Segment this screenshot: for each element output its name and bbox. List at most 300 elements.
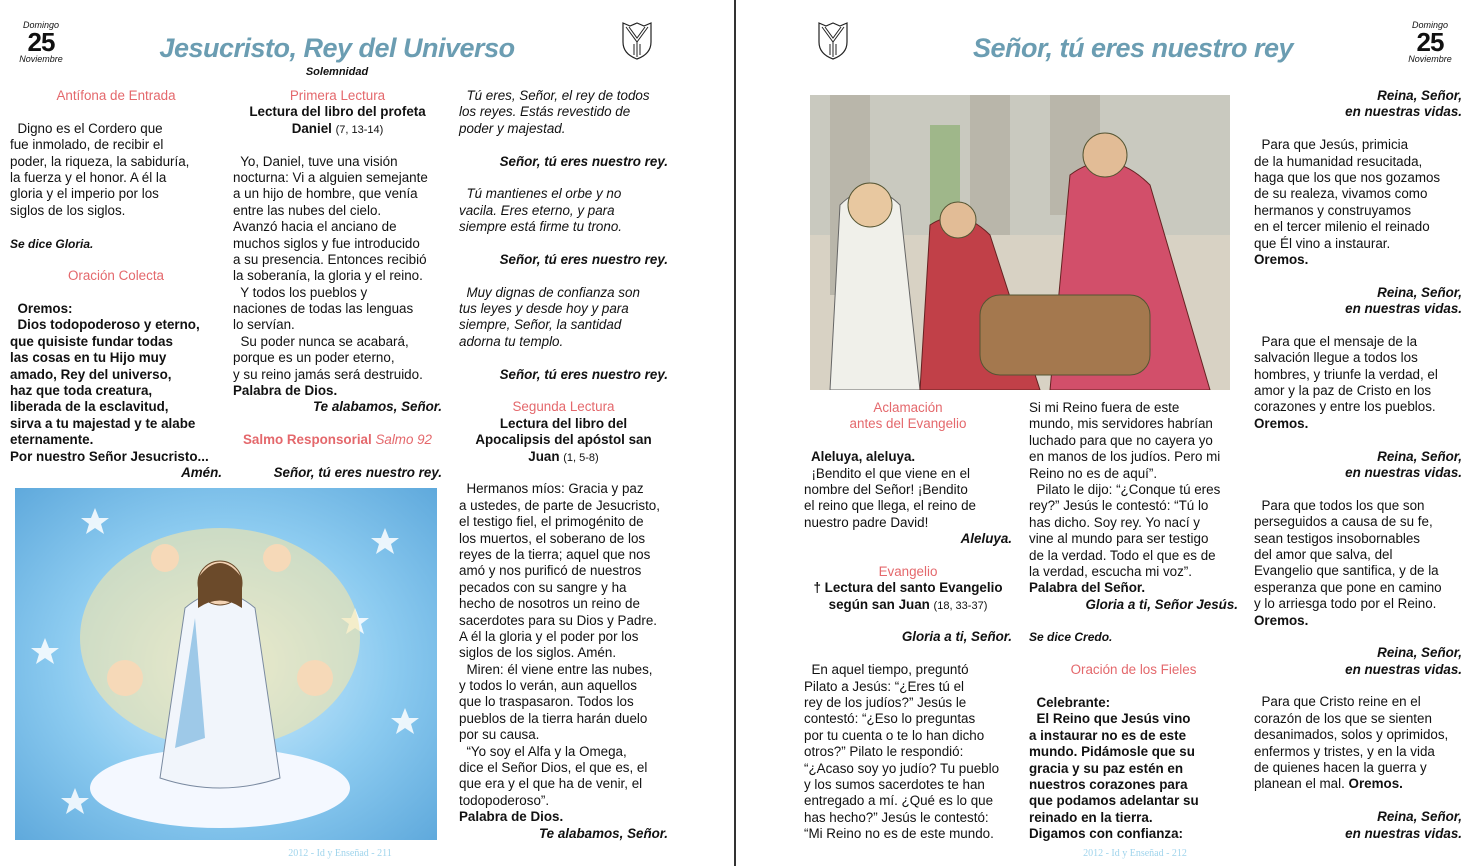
text-line: Gloria a ti, Señor.	[901, 629, 1012, 645]
spacer	[804, 548, 1012, 564]
text-line: que quisiste fundar todas	[10, 333, 173, 349]
right-page-title: Señor, tú eres nuestro rey	[972, 33, 1294, 63]
spacer	[10, 219, 222, 235]
text-line: dice el Señor Dios, el que es, el	[459, 760, 648, 776]
text-line: Reina, Señor,	[1377, 88, 1462, 103]
resp-block	[459, 367, 668, 383]
blank-line	[1029, 679, 1238, 695]
spacer	[1254, 432, 1462, 448]
text-line: siglos de los siglos.	[10, 202, 126, 218]
text-line: Palabra del Señor.	[1029, 580, 1146, 596]
resp-block	[233, 399, 442, 415]
heading-block	[804, 564, 1012, 580]
text-block	[804, 466, 1012, 532]
blank-line	[459, 137, 668, 153]
text-line: luchado para que no cayera yo	[1029, 432, 1213, 448]
text-line: mundo, mis servidores habrían	[1029, 416, 1213, 432]
blank-line	[459, 268, 668, 284]
left-page-footer: 2012 - Id y Enseñad - 211	[288, 848, 392, 859]
text-line: Aleluya.	[960, 531, 1012, 547]
text-line: lo servían.	[233, 317, 295, 333]
spacer	[459, 465, 668, 481]
spacer	[804, 646, 1012, 662]
column-entrance-and-collect	[10, 88, 222, 481]
spacer	[1254, 629, 1462, 645]
text-segment: planean el mal.	[1254, 776, 1349, 792]
spacer	[10, 252, 222, 268]
left-page-subtitle: Solemnidad	[305, 66, 369, 78]
date-month: Noviembre	[19, 54, 63, 64]
text-line: de su realeza, vivamos como	[1254, 186, 1428, 202]
text-line: naciones de todas las lenguas	[233, 301, 414, 317]
text-line: por tu cuenta o te lo han dicho	[804, 727, 985, 743]
blank-line	[1254, 629, 1462, 645]
text-line: has hecho?” Jesús le contestó:	[804, 809, 989, 825]
text-line: siempre está firme tu trono.	[459, 219, 622, 235]
text-line: Celebrante:	[1029, 695, 1111, 711]
text-line: entregado a mí. ¿Qué es lo que	[804, 793, 994, 809]
text-line: a instaurar no es de este	[1029, 727, 1187, 743]
text-block	[233, 154, 442, 383]
blank-line	[804, 433, 1012, 449]
spacer	[1254, 793, 1462, 809]
text-line: en nuestras vidas.	[1345, 661, 1462, 677]
blank-line	[1029, 646, 1238, 662]
text-line: hermanos y construyamos	[1254, 202, 1412, 218]
blank-line	[459, 383, 668, 399]
text-line: Palabra de Dios.	[233, 383, 338, 399]
text-line: Te alabamos, Señor.	[539, 825, 668, 841]
date-day: 25	[1416, 27, 1444, 57]
text-line: Tú mantienes el orbe y no	[459, 186, 622, 202]
text-line: la verdad, escucha mi voz”.	[1029, 563, 1192, 579]
blank-line	[1254, 678, 1462, 694]
text-line: en el tercer milenio el reinado	[1254, 219, 1430, 235]
spacer	[233, 137, 442, 153]
spacer	[459, 268, 668, 284]
resp-block	[1254, 88, 1462, 121]
text-block	[1254, 498, 1462, 613]
text-line: Reina, Señor,	[1377, 645, 1462, 661]
text-line: Avanzó hacia el anciano de	[233, 219, 397, 235]
spacer	[459, 170, 668, 186]
date-month: Noviembre	[1408, 54, 1452, 64]
date-weekday: Domingo	[22, 20, 60, 30]
text-line: Oremos:	[10, 301, 73, 317]
bold-block	[1029, 695, 1238, 843]
text-line: Reino no es de aquí”.	[1029, 465, 1158, 481]
title-b-block	[233, 104, 442, 137]
heading-block	[10, 88, 222, 104]
text-line: Señor, tú eres nuestro rey.	[273, 464, 442, 480]
spacer	[233, 449, 442, 465]
blank-line	[10, 104, 222, 120]
column-psalm-and-second-reading	[459, 88, 668, 842]
text-line: Oremos.	[1254, 415, 1309, 431]
text-line: las cosas en tu Hijo muy	[10, 350, 167, 366]
column-first-reading	[233, 88, 442, 481]
text-line: Palabra de Dios.	[459, 809, 564, 825]
spacer	[233, 416, 442, 432]
text-line: nuestro padre David!	[804, 514, 929, 530]
text-line: y todos lo verán, aun aquellos	[459, 678, 637, 694]
text-line: el testigo fiel, el primogénito de	[459, 514, 644, 530]
text-line: ¡Bendito el que viene en el	[804, 465, 971, 481]
text-line: siglos de los siglos. Amén.	[459, 645, 617, 661]
text-line: Para que Jesús, primicia	[1254, 137, 1409, 153]
text-line: a ustedes, de parte de Jesucristo,	[459, 497, 660, 513]
text-line: la fuerza y el honor. A él la	[10, 169, 167, 185]
text-line: Lectura del libro del profeta	[249, 104, 426, 120]
text-line: entre las nubes del cielo.	[233, 202, 382, 218]
text-line: en nuestras vidas.	[1345, 104, 1462, 120]
shield-logo-icon	[816, 20, 850, 60]
text-line: del amor que salva, del	[1254, 546, 1393, 562]
text-line: Oremos.	[1254, 251, 1309, 267]
scripture-reference: (18, 33-37)	[933, 599, 988, 612]
text-line: Para que Cristo reine en el	[1254, 694, 1421, 710]
text-line: que podamos adelantar su	[1029, 793, 1199, 809]
resp-block	[233, 465, 442, 481]
resp-block	[804, 531, 1012, 547]
text-line: sean testigos insobornables	[1254, 530, 1421, 546]
scripture-reference: (1, 5-8)	[563, 451, 599, 464]
text-line: sirva a tu majestad y te alabe	[10, 415, 196, 431]
text-line: Oración Colecta	[67, 268, 164, 284]
text-line: en nuestras vidas.	[1345, 464, 1462, 480]
text-segment: Salmo 92	[375, 432, 433, 448]
text-line: haz que toda creatura,	[10, 383, 153, 399]
blank-line	[1029, 613, 1238, 629]
page-gutter-divider	[734, 0, 736, 866]
column-petitions	[1254, 88, 1462, 842]
spacer	[804, 433, 1012, 449]
text-line: la soberanía, la gloria y el reino.	[233, 268, 423, 284]
text-line: y lo arriesga todo por el Reino.	[1254, 596, 1437, 612]
blank-line	[804, 613, 1012, 629]
bold-block	[1029, 580, 1238, 596]
text-line: que lo traspasaron. Todos los	[459, 694, 634, 710]
blank-line	[1254, 268, 1462, 284]
text-line: que era y el que ha de venir, el	[459, 776, 643, 792]
blank-line	[10, 219, 222, 235]
text-line: desanimados, solos y oprimidos,	[1254, 727, 1449, 743]
text-line: a su presencia. Entonces recibió	[233, 251, 427, 267]
text-line: Evangelio que santifica, y de la	[1254, 563, 1439, 579]
text-line: Amén.	[181, 464, 222, 480]
text-line: Para que todos los que son	[1254, 497, 1425, 513]
text-line: Su poder nunca se acabará,	[233, 333, 409, 349]
text-block	[1254, 334, 1462, 416]
text-line: Para que el mensaje de la	[1254, 333, 1418, 349]
text-block	[1254, 694, 1462, 792]
text-line: esperanza que pone en camino	[1254, 579, 1442, 595]
blank-line	[233, 416, 442, 432]
blank-line	[1254, 121, 1462, 137]
blank-line	[1254, 793, 1462, 809]
bold-block	[1254, 252, 1462, 268]
text-line: porque es un poder eterno,	[233, 350, 395, 366]
blank-line	[804, 548, 1012, 564]
spacer	[1254, 317, 1462, 333]
text-line: salvación llegue a todos los	[1254, 350, 1418, 366]
resp-block	[1254, 809, 1462, 842]
date-day: 25	[27, 27, 55, 57]
text-line: Aleluya, aleluya.	[804, 449, 916, 465]
text-line: Oremos.	[1254, 612, 1309, 628]
text-line: El Reino que Jesús vino	[1029, 711, 1191, 727]
text-line: nombre del Señor! ¡Bendito	[804, 481, 968, 497]
text-line: corazones y entre los pueblos.	[1254, 399, 1436, 415]
text-line: “Mi Reino no es de este mundo.	[804, 826, 994, 842]
text-line: † Lectura del santo Evangelio	[813, 580, 1003, 596]
blank-line	[459, 170, 668, 186]
text-line: Miren: él viene entre las nubes,	[459, 661, 653, 677]
text-line: Oración de los Fieles	[1070, 662, 1197, 678]
text-line: a un hijo de hombre, que venía	[233, 186, 418, 202]
text-line: muchos siglos y fue introducido	[233, 235, 420, 251]
spacer	[459, 350, 668, 366]
text-segment: Daniel	[291, 120, 336, 136]
text-segment: Oremos.	[1348, 776, 1403, 792]
text-line: Señor, tú eres nuestro rey.	[499, 366, 668, 382]
text-line: “¿Acaso soy yo judío? Tu pueblo	[804, 760, 1000, 776]
text-line: sacerdotes para su Dios y Padre.	[459, 612, 657, 628]
text-line: adorna tu templo.	[459, 333, 564, 349]
right-date-badge	[1400, 20, 1460, 64]
bold-block	[233, 383, 442, 399]
text-line: Reina, Señor,	[1377, 284, 1462, 300]
scripture-reference: (7, 13-14)	[335, 123, 384, 136]
bold-block	[10, 301, 222, 465]
text-line: que Él vino a instaurar.	[1254, 235, 1391, 251]
text-line: amó y nos purificó de nuestros	[459, 563, 642, 579]
text-line: Yo, Daniel, tuve una visión	[233, 153, 398, 169]
text-line: tus leyes y desde hoy y para	[459, 301, 629, 317]
christ-the-king-illustration	[15, 488, 437, 840]
text-line: Antífona de Entrada	[56, 88, 176, 103]
shield-logo-icon	[620, 20, 654, 60]
text-line: pueblos de la tierra harán duelo	[459, 710, 648, 726]
text-line: Pilato a Jesús: “¿Eres tú el	[804, 678, 965, 694]
text-line: y los sumos sacerdotes te han	[804, 776, 985, 792]
heading-block	[1029, 662, 1238, 678]
text-line: poder, la riqueza, la sabiduría,	[10, 153, 190, 169]
text-line: reinado en la tierra.	[1029, 809, 1153, 825]
text-line: Digamos con confianza:	[1029, 826, 1184, 842]
blank-line	[459, 465, 668, 481]
text-line: perseguidos a causa de su fe,	[1254, 514, 1433, 530]
blank-line	[1254, 481, 1462, 497]
bold-block	[804, 449, 1012, 465]
spacer	[1029, 613, 1238, 629]
italic-block	[459, 186, 668, 235]
column-acclamation-and-gospel	[804, 400, 1012, 843]
left-page-title: Jesucristo, Rey del Universo	[159, 33, 515, 63]
column-gospel-and-prayers	[1029, 400, 1238, 843]
text-line: En aquel tiempo, preguntó	[804, 662, 969, 678]
blank-line	[233, 137, 442, 153]
text-segment: según san Juan	[828, 596, 934, 612]
text-line: nuestros corazones para	[1029, 776, 1188, 792]
text-line: los reyes. Estás revestido de	[459, 104, 631, 120]
blank-line	[10, 252, 222, 268]
text-line: siempre, Señor, la santidad	[459, 317, 622, 333]
heading-block	[804, 400, 1012, 433]
text-line: vine al mundo para ser testigo	[1029, 531, 1209, 547]
text-line: eternamente.	[10, 432, 94, 448]
resp-block	[1029, 597, 1238, 613]
text-line: Señor, tú eres nuestro rey.	[499, 153, 668, 169]
text-line: poder y majestad.	[459, 120, 566, 136]
heading-block	[233, 88, 442, 104]
text-segment: Salmo Responsorial	[242, 432, 376, 448]
text-line: Se dice Credo.	[1029, 630, 1113, 645]
text-line: liberada de la esclavitud,	[10, 399, 169, 415]
text-line: Reina, Señor,	[1377, 448, 1462, 464]
text-line: los muertos, el soberano de los	[459, 530, 646, 546]
text-line: Pilato le dijo: “¿Conque tú eres	[1029, 481, 1221, 497]
text-line: antes del Evangelio	[849, 416, 967, 432]
blank-line	[233, 449, 442, 465]
blank-line	[1254, 432, 1462, 448]
text-line: hecho de nosotros un reino de	[459, 596, 640, 612]
text-line: Te alabamos, Señor.	[313, 399, 442, 415]
spacer	[1029, 646, 1238, 662]
text-line: “Yo soy el Alfa y la Omega,	[459, 743, 627, 759]
text-line: de la verdad. Todo el que es de	[1029, 547, 1216, 563]
text-line: mundo. Pidámosle que su	[1029, 744, 1195, 760]
text-line: Tú eres, Señor, el rey de todos	[459, 88, 650, 103]
text-line: reyes de la tierra; aquel que nos	[459, 546, 651, 562]
text-line: y su reino jamás será destruido.	[233, 366, 423, 382]
resp-block	[1254, 285, 1462, 318]
text-line	[1254, 776, 1462, 792]
resp-block	[10, 465, 222, 481]
text-line: de la humanidad resucitada,	[1254, 153, 1423, 169]
blank-line	[459, 236, 668, 252]
italic-block	[459, 285, 668, 351]
spacer	[1254, 481, 1462, 497]
text-line: todopoderoso”.	[459, 792, 550, 808]
text-line: gracia y su paz estén en	[1029, 760, 1184, 776]
text-line: en manos de los judíos. Pero mi	[1029, 449, 1221, 465]
text-line: Muy dignas de confianza son	[459, 284, 640, 300]
text-line: has dicho. Soy rey. Yo nací y	[1029, 514, 1200, 530]
spacer	[804, 613, 1012, 629]
heading-block	[233, 432, 442, 448]
text-line: Hermanos míos: Gracia y paz	[459, 481, 644, 497]
text-line: contestó: “¿Eso lo preguntas	[804, 711, 976, 727]
text-line: Señor, tú eres nuestro rey.	[499, 251, 668, 267]
text-line: Y todos los pueblos y	[233, 284, 368, 300]
text-line: hombres, y triunfe la verdad, el	[1254, 366, 1438, 382]
text-line	[804, 597, 1012, 613]
spacer	[459, 137, 668, 153]
text-line	[233, 432, 442, 448]
text-line: Si mi Reino fuera de este	[1029, 400, 1180, 415]
resp-block	[459, 252, 668, 268]
text-line: por su causa.	[459, 727, 540, 743]
blank-line	[804, 646, 1012, 662]
spacer	[459, 236, 668, 252]
blank-line	[459, 350, 668, 366]
text-line: Dios todopoderoso y eterno,	[10, 317, 200, 333]
resp-block	[804, 629, 1012, 645]
text-block	[804, 662, 1012, 842]
text-line: rey?” Jesús le contestó: “Tú lo	[1029, 498, 1209, 514]
text-line: rey de los judíos?” Jesús le	[804, 695, 967, 711]
text-line: A él la gloria y el poder por los	[459, 628, 639, 644]
heading-block	[459, 399, 668, 415]
text-line: Segunda Lectura	[512, 399, 615, 415]
text-line: Lectura del libro del	[499, 415, 628, 431]
note-block	[10, 236, 222, 252]
text-block	[10, 121, 222, 219]
spacer	[10, 285, 222, 301]
text-line: Evangelio	[878, 563, 938, 579]
spacer	[1254, 121, 1462, 137]
text-line: Digno es el Cordero que	[10, 120, 163, 136]
text-line: amor y la paz de Cristo en los	[1254, 383, 1432, 399]
resp-block	[459, 826, 668, 842]
note-block	[1029, 629, 1238, 645]
text-line: Primera Lectura	[289, 88, 386, 103]
blank-line	[10, 285, 222, 301]
title-b-block	[459, 416, 668, 465]
text-line: en nuestras vidas.	[1345, 825, 1462, 841]
date-weekday: Domingo	[1411, 20, 1449, 30]
title-b-block	[804, 580, 1012, 613]
resp-block	[459, 154, 668, 170]
text-line: fue inmolado, de recibir el	[10, 137, 164, 153]
text-line	[233, 121, 442, 137]
text-line	[459, 449, 668, 465]
spacer	[459, 383, 668, 399]
spacer	[1254, 678, 1462, 694]
text-line: Gloria a ti, Señor Jesús.	[1085, 596, 1238, 612]
bold-block	[1254, 613, 1462, 629]
left-date-badge	[11, 20, 71, 64]
text-line: en nuestras vidas.	[1345, 301, 1462, 317]
bold-block	[1254, 416, 1462, 432]
spacer	[10, 104, 222, 120]
text-line: el reino que llega, el reino de	[804, 498, 976, 514]
resp-block	[1254, 645, 1462, 678]
heading-block	[10, 268, 222, 284]
text-line: nocturna: Vi a alguien semejante	[233, 169, 428, 185]
text-segment: Juan	[528, 448, 564, 464]
blank-line	[1254, 317, 1462, 333]
text-line: gloria y el imperio por los	[10, 186, 159, 202]
italic-block	[459, 88, 668, 137]
text-line: corazón de los que se sienten	[1254, 710, 1432, 726]
text-line: pecados con su sangre y ha	[459, 579, 627, 595]
spacer	[1254, 268, 1462, 284]
right-page-footer: 2012 - Id y Enseñad - 212	[1083, 848, 1187, 859]
text-line: amado, Rey del universo,	[10, 366, 172, 382]
text-line: haga que los que nos gozamos	[1254, 169, 1441, 185]
text-line: Aclamación	[873, 400, 943, 415]
text-line: vacila. Eres eterno, y para	[459, 202, 615, 218]
text-line: Reina, Señor,	[1377, 809, 1462, 825]
text-line: de quienes hacen la guerra y	[1254, 760, 1427, 776]
spacer	[1029, 679, 1238, 695]
text-line: enfermos y tristes, y en la vida	[1254, 743, 1435, 759]
text-block	[1029, 400, 1238, 580]
text-line: Apocalipsis del apóstol san	[475, 432, 652, 448]
text-line: Se dice Gloria.	[10, 236, 94, 251]
